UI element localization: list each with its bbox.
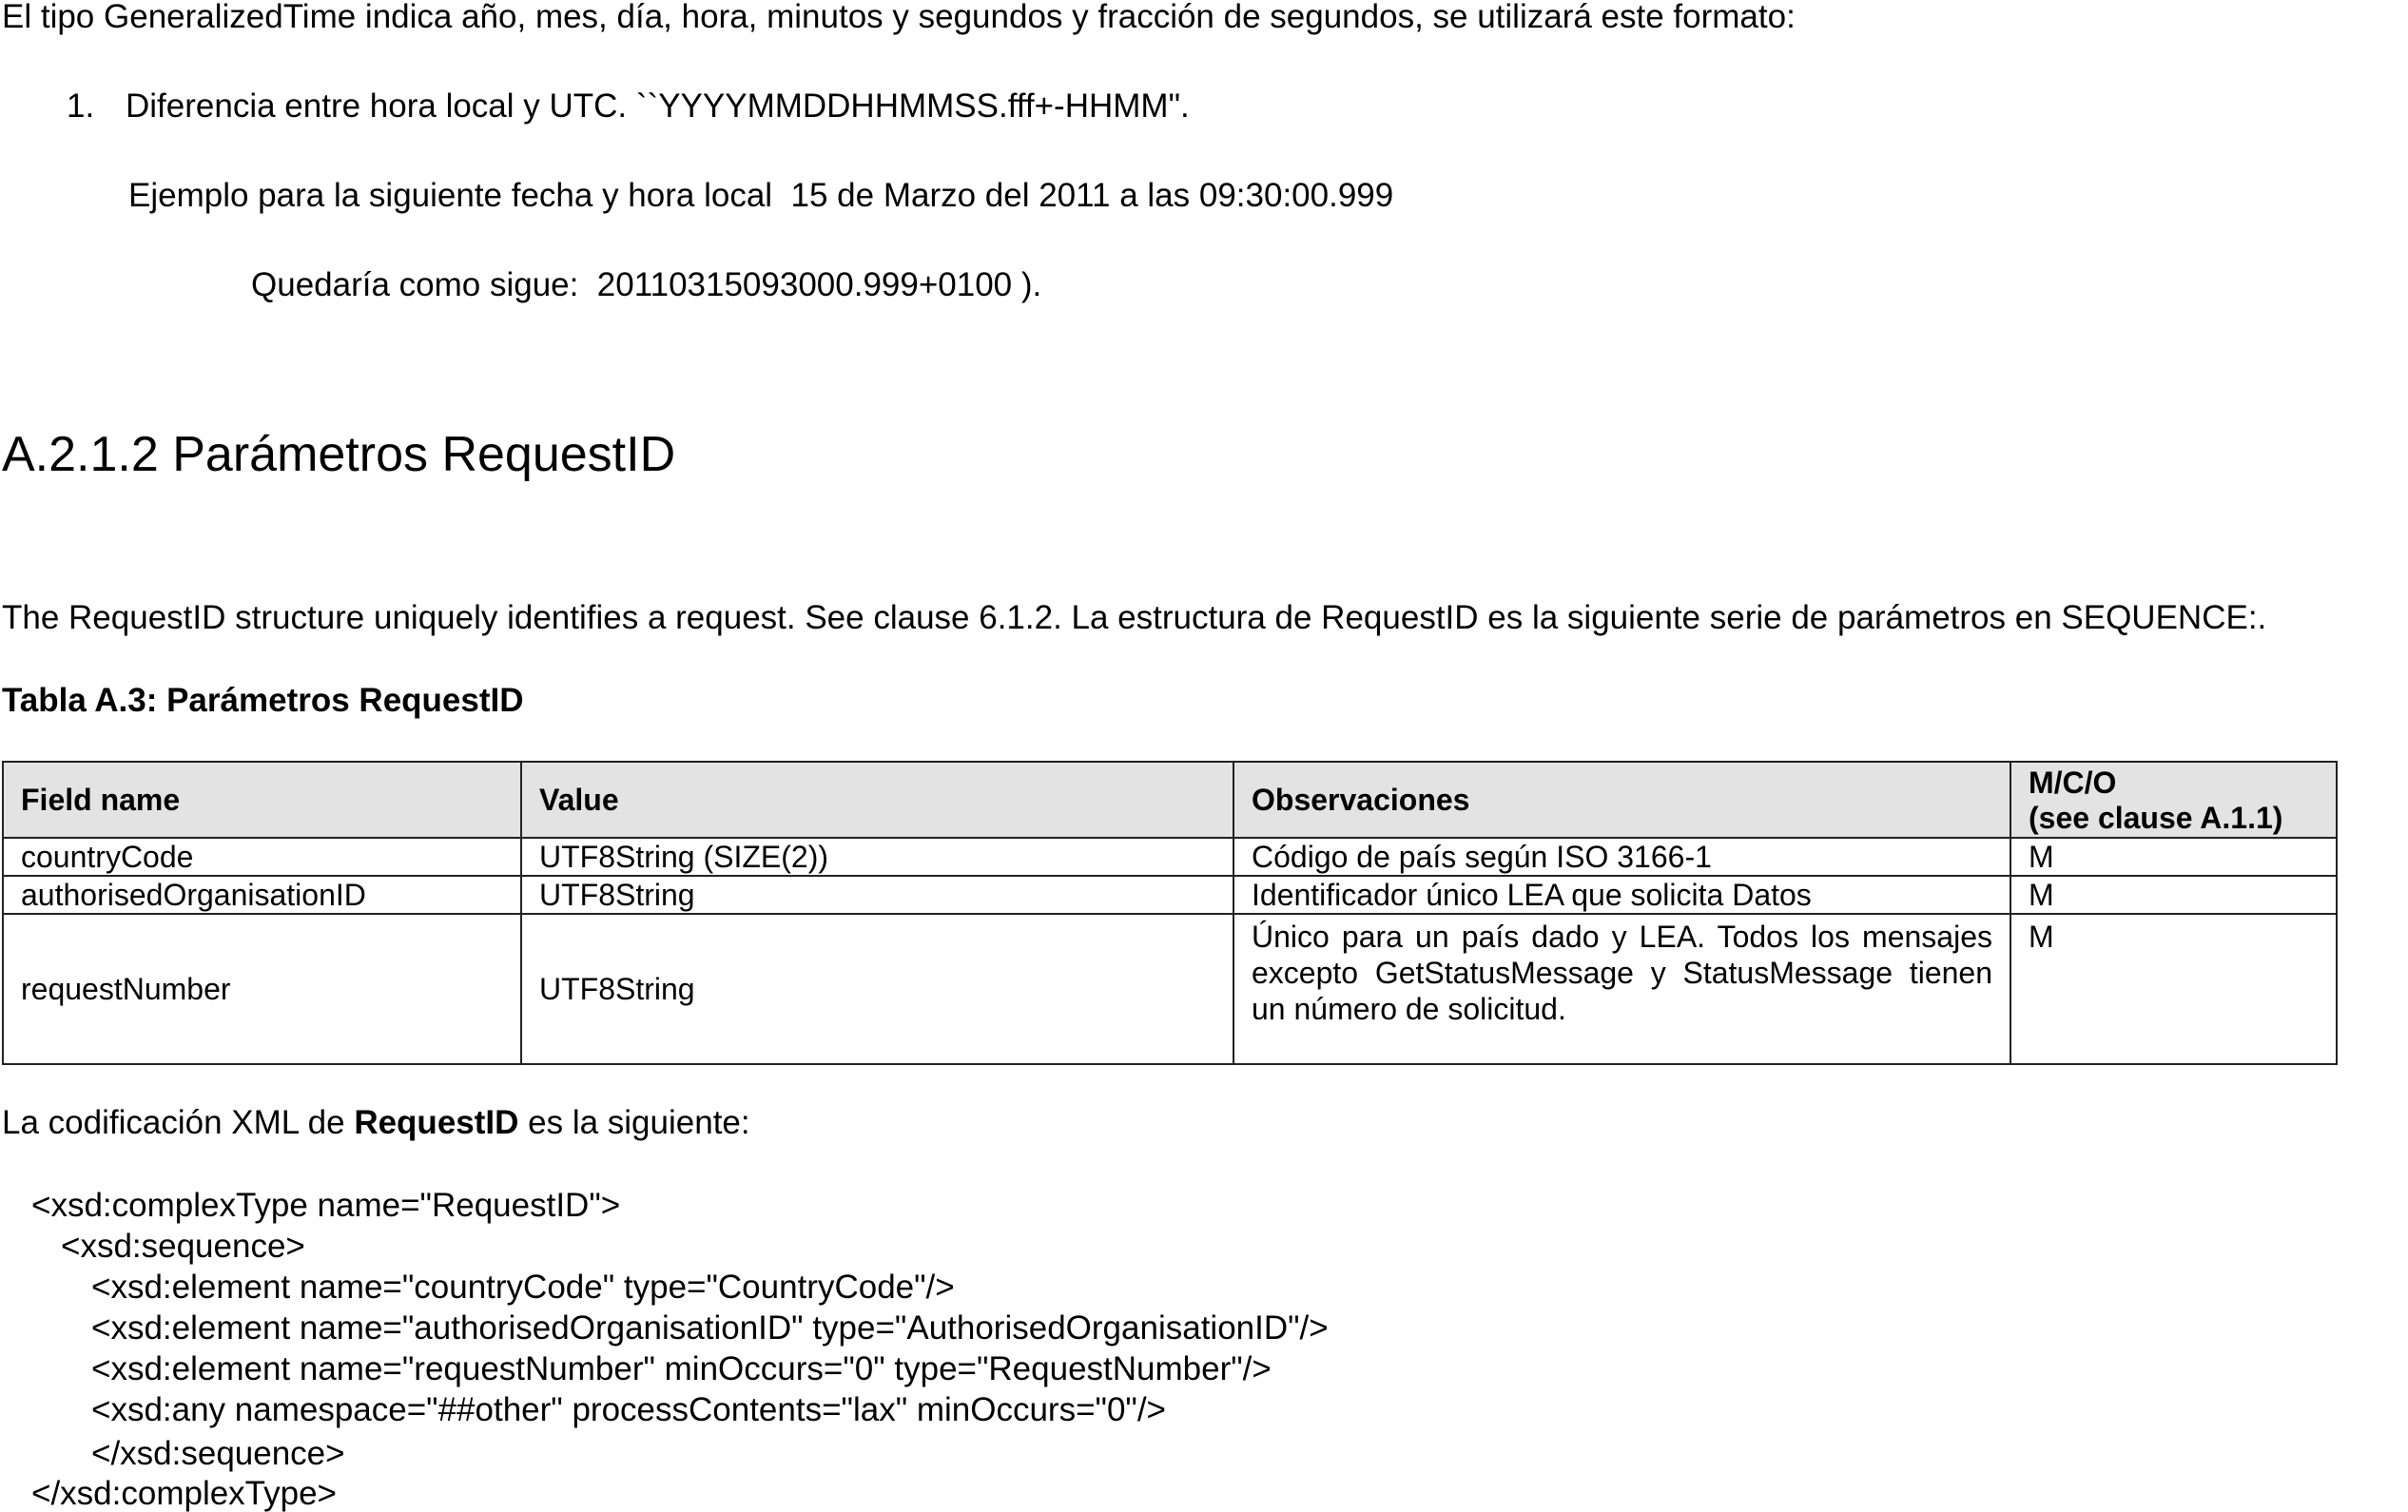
example-paragraph: Ejemplo para la siguiente fecha y hora local 15 de Marzo del 2011 a las 09:30:00.999 (128, 177, 1394, 214)
header-observations: Observaciones (1233, 762, 2010, 838)
description-paragraph: The RequestID structure uniquely identifies a request. See clause 6.1.2. La estructura de RequestID es la siguiente serie de parámetros en SEQUENCE:. (2, 599, 2267, 636)
header-field-name: Field name (3, 762, 521, 838)
cell-field: authorisedOrganisationID (3, 876, 521, 914)
table-header-row (3, 762, 2337, 838)
cell-mco: M (2010, 914, 2337, 1064)
intro-paragraph: El tipo GeneralizedTime indica año, mes, día, hora, minutos y segundos y fracción de segundos, se utilizará este formato: (2, 0, 1796, 35)
cell-field: requestNumber (3, 914, 521, 1064)
table-row (3, 838, 2337, 876)
header-value: Value (521, 762, 1233, 838)
table-row (3, 914, 2337, 1064)
xml-intro-bold: RequestID (354, 1104, 519, 1141)
parameters-table (2, 761, 2338, 1065)
xml-code-line: </xsd:complexType> (31, 1475, 337, 1512)
xml-intro-prefix: La codificación XML de (2, 1104, 355, 1141)
cell-field: countryCode (3, 838, 521, 876)
header-mco-line1: M/C/O (2029, 766, 2117, 800)
list-item (67, 89, 1190, 123)
cell-mco: M (2010, 876, 2337, 914)
section-heading: A.2.1.2 Parámetros RequestID (2, 427, 676, 482)
header-mco-line2: (see clause A.1.1) (2029, 801, 2283, 835)
result-paragraph: Quedaría como sigue: 20110315093000.999+0100 ). (251, 266, 1042, 303)
xml-code-line: <xsd:element name="authorisedOrganisationID" type="AuthorisedOrganisationID"/> (91, 1309, 1329, 1347)
cell-observations: Identificador único LEA que solicita Datos (1233, 876, 2010, 914)
cell-mco: M (2010, 838, 2337, 876)
xml-code-line: <xsd:element name="requestNumber" minOccurs="0" type="RequestNumber"/> (91, 1350, 1272, 1387)
xml-code-line: <xsd:any namespace="##other" processContents="lax" minOccurs="0"/> (91, 1391, 1166, 1428)
list-item-text: Diferencia entre hora local y UTC. ``YYYYMMDDHHMMSS.fff+-HHMM". (126, 87, 1190, 125)
cell-observations: Código de país según ISO 3166-1 (1233, 838, 2010, 876)
xml-code-line: <xsd:complexType name="RequestID"> (31, 1187, 621, 1224)
table-row (3, 876, 2337, 914)
xml-code-line: </xsd:sequence> (91, 1435, 345, 1472)
header-mco (2010, 762, 2337, 838)
cell-value: UTF8String (521, 876, 1233, 914)
cell-value: UTF8String (521, 914, 1233, 1064)
xml-intro-paragraph (2, 1106, 750, 1139)
xml-code-line: <xsd:sequence> (61, 1228, 305, 1265)
xml-code-line: <xsd:element name="countryCode" type="CountryCode"/> (91, 1269, 955, 1306)
list-item-number: 1. (67, 87, 95, 125)
cell-observations: Único para un país dado y LEA. Todos los mensajes excepto GetStatusMessage y StatusMessage tienen un número de solicitud. (1233, 914, 2010, 1064)
cell-value: UTF8String (SIZE(2)) (521, 838, 1233, 876)
xml-intro-suffix: es la siguiente: (518, 1104, 750, 1141)
table-caption: Tabla A.3: Parámetros RequestID (2, 682, 524, 719)
